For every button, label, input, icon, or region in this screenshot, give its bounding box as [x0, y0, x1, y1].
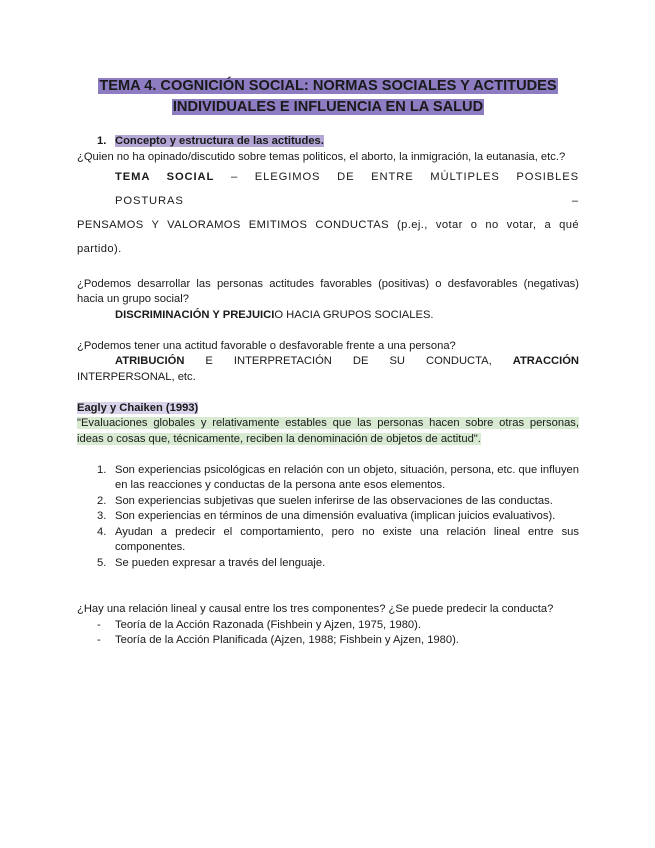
line-rest: – ELEGIMOS DE ENTRE MÚLTIPLES POSIBLES POSTURAS –	[115, 171, 579, 207]
definition-author	[77, 401, 579, 417]
definition-quote	[77, 416, 579, 447]
section-number: 1.	[97, 135, 107, 147]
list-item	[77, 463, 579, 494]
line-rest: O HACIA GRUPOS SOCIALES.	[274, 308, 434, 321]
quote-text: "Evaluaciones globales y relativamente estables que las personas hacen sobre otras personas, ideas o cosas que, técnicamente, reciben la denominación de objetos de actitud".	[77, 417, 579, 445]
question-components: ¿Hay una relación lineal y causal entre los tres componentes? ¿Se puede predecir la conducta?	[77, 603, 554, 615]
document-page	[77, 76, 579, 649]
bold-attribution: ATRIBUCIÓN	[115, 355, 185, 367]
item-number: 2.	[97, 494, 107, 507]
list-item	[77, 525, 579, 556]
item-text: Son experiencias psicológicas en relación con un objeto, situación, persona, etc. que influyen en las reacciones y conductas de la persona ante esos elementos.	[115, 463, 579, 491]
question-social-topics: ¿Quien no ha opinado/discutido sobre temas politicos, el aborto, la inmigración, la eutanasia, etc.?	[77, 150, 566, 163]
question-person: ¿Podemos tener una actitud favorable o desfavorable frente a una persona?	[77, 339, 456, 352]
item-text: Son experiencias subjetivas que suelen inferirse de las observaciones de las conductas.	[115, 494, 553, 507]
attribution-line-2: INTERPERSONAL, etc.	[77, 370, 196, 383]
characteristics-list	[77, 463, 579, 572]
line-middle: E INTERPRETACIÓN DE SU CONDUCTA,	[184, 355, 513, 367]
spacer	[77, 323, 579, 339]
item-number: 4.	[97, 525, 107, 538]
bold-attraction: ATRACCIÓN	[512, 355, 579, 367]
bold-lead: TEMA SOCIAL	[115, 171, 215, 183]
item-text: Son experiencias en términos de una dimensión evaluativa (implican juicios evaluativos).	[115, 510, 556, 522]
spacer	[77, 385, 579, 401]
spacer	[77, 571, 579, 587]
question-groups: ¿Podemos desarrollar las personas actitudes favorables (positivas) o desfavorables (negativas) hacia un grupo social?	[77, 277, 579, 305]
social-topic-line-2: PENSAMOS Y VALORAMOS EMITIMOS CONDUCTAS (p.ej., votar o no votar, a qué partido).	[77, 219, 579, 255]
list-item	[77, 494, 579, 510]
dash-bullet: -	[97, 618, 101, 631]
list-item	[77, 509, 579, 525]
attribution-line	[77, 354, 579, 370]
section-heading	[77, 134, 579, 150]
spacer	[77, 261, 579, 277]
item-number: 1.	[97, 463, 107, 476]
list-item	[77, 633, 579, 649]
bold-lead: DISCRIMINACIÓN Y PREJUICI	[115, 308, 275, 321]
discrimination-line	[77, 308, 579, 324]
list-item	[77, 618, 579, 634]
dash-bullet: -	[97, 634, 101, 646]
item-text: Se pueden expresar a través del lenguaje.	[115, 556, 326, 569]
item-text: Ayudan a predecir el comportamiento, pero no existe una relación lineal entre sus componentes.	[115, 525, 579, 553]
author-label: Eagly y Chaiken (1993)	[77, 401, 199, 414]
title-line-1: TEMA 4. COGNICIÓN SOCIAL: NORMAS SOCIALES Y ACTITUDES	[99, 78, 557, 94]
item-text: Teoría de la Acción Planificada (Ajzen, 1988; Fishbein y Ajzen, 1980).	[115, 634, 459, 646]
theories-list	[77, 618, 579, 649]
item-number: 5.	[97, 556, 107, 569]
item-text: Teoría de la Acción Razonada (Fishbein y Ajzen, 1975, 1980).	[115, 618, 421, 631]
item-number: 3.	[97, 510, 107, 522]
page-title	[77, 76, 579, 118]
title-line-2: INDIVIDUALES E INFLUENCIA EN LA SALUD	[172, 99, 484, 115]
social-topic-line	[77, 165, 579, 213]
section-heading-text: Concepto y estructura de las actitudes.	[115, 135, 324, 147]
list-item	[77, 556, 579, 572]
spacer	[77, 587, 579, 603]
spacer	[77, 447, 579, 463]
